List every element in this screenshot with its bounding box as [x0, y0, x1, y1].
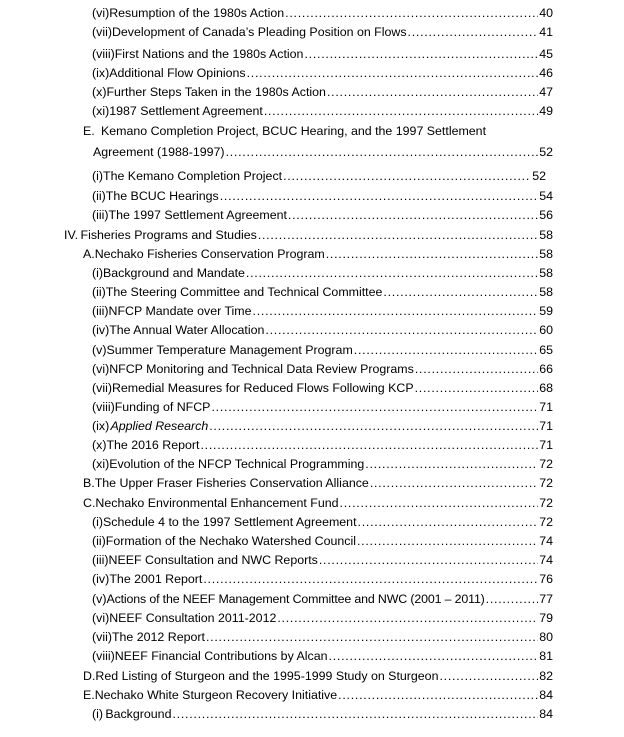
entry-page: 84 [539, 707, 553, 721]
entry-title: Background [105, 707, 172, 721]
entry-title: The Upper Fraser Fisheries Conservation Alliance [94, 476, 369, 490]
entry-title: Background and Mandate [103, 266, 245, 280]
entry-title: NEEF Financial Contributions by Alcan [114, 649, 328, 663]
entry-title: The Kemano Completion Project [103, 169, 283, 183]
entry-title: Actions of the NEEF Management Committee and NWC (2001 – 2011) [106, 592, 485, 606]
dot-leader [319, 551, 538, 570]
entry-page: 71 [539, 438, 553, 452]
toc-entry[interactable] [83, 494, 553, 513]
dot-leader [253, 302, 539, 321]
dot-leader [283, 167, 531, 186]
toc-entry[interactable] [83, 686, 553, 705]
entry-page: 59 [539, 304, 553, 318]
entry-number: D. [83, 669, 96, 683]
toc-entry[interactable] [92, 83, 553, 102]
dot-leader [439, 667, 538, 686]
dot-leader [226, 143, 539, 162]
dot-leader [264, 102, 538, 121]
entry-page: 41 [539, 25, 553, 39]
entry-title: Summer Temperature Management Program [106, 343, 353, 357]
dot-leader [206, 628, 538, 647]
entry-number: (i) [92, 515, 104, 529]
entry-title: The 2012 Report [111, 630, 205, 644]
dot-leader [338, 686, 538, 705]
toc-entry[interactable] [92, 532, 553, 551]
entry-page: 82 [539, 669, 553, 683]
dot-leader [211, 398, 538, 417]
dot-leader [354, 341, 538, 360]
entry-page: 72 [539, 496, 553, 510]
entry-page: 72 [539, 476, 553, 490]
entry-page: 79 [539, 611, 553, 625]
dot-leader [486, 590, 539, 609]
entry-title: Further Steps Taken in the 1980s Action [106, 85, 326, 99]
entry-number: (iv) [92, 572, 110, 586]
toc-entry[interactable] [92, 4, 553, 23]
dot-leader [370, 474, 538, 493]
entry-number: (i) [92, 169, 104, 183]
entry-page: 72 [539, 457, 553, 471]
entry-title: The 1997 Settlement Agreement [108, 208, 287, 222]
entry-page: 58 [539, 247, 553, 261]
entry-title: Applied Research [110, 419, 209, 433]
dot-leader [358, 513, 539, 532]
entry-title: Kemano Completion Project, BCUC Hearing, and the 1997 Settlement [101, 124, 487, 138]
dot-leader [340, 494, 539, 513]
entry-title: Resumption of the 1980s Action [109, 6, 285, 20]
entry-number: (vi) [92, 6, 110, 20]
entry-number: (ix) [92, 419, 110, 433]
dot-leader [209, 417, 538, 436]
entry-number: E. [83, 124, 95, 138]
toc-entry[interactable] [83, 667, 553, 686]
entry-number: E. [83, 688, 95, 702]
entry-page: 65 [539, 343, 553, 357]
toc-entry[interactable] [92, 283, 553, 302]
toc-entry[interactable] [92, 206, 553, 225]
entry-page: 77 [539, 592, 553, 606]
entry-page: 71 [539, 400, 553, 414]
dot-leader [200, 436, 538, 455]
entry-page: 74 [539, 553, 553, 567]
dot-leader [365, 455, 538, 474]
dot-leader [329, 647, 539, 666]
entry-number: (viii) [92, 47, 115, 61]
toc-entry[interactable] [92, 570, 553, 589]
toc-entry[interactable] [92, 628, 553, 647]
toc-entry-line1[interactable] [83, 122, 486, 141]
entry-page: 58 [539, 285, 553, 299]
entry-page: 58 [539, 266, 553, 280]
toc-entry[interactable] [83, 474, 553, 493]
toc-entry[interactable] [92, 360, 553, 379]
entry-title: Red Listing of Sturgeon and the 1995-1999 Study on Sturgeon [95, 669, 439, 683]
dot-leader [258, 226, 538, 245]
entry-number: (ix) [92, 66, 110, 80]
toc-entry[interactable] [92, 187, 553, 206]
entry-title: Nechako Environmental Enhancement Fund [95, 496, 339, 510]
dot-leader [172, 705, 538, 724]
entry-number: (x) [92, 438, 107, 452]
entry-title: Remedial Measures for Reduced Flows Following KCP [111, 381, 414, 395]
entry-number: (viii) [92, 649, 115, 663]
entry-number: (v) [92, 343, 107, 357]
dot-leader [246, 264, 538, 283]
entry-title: Development of Canada’s Pleading Position on Flows [111, 25, 407, 39]
entry-title: The 2001 Report [109, 572, 203, 586]
toc-entry[interactable] [92, 102, 553, 121]
toc-entry-line2[interactable] [93, 143, 553, 162]
entry-page: 66 [539, 362, 553, 376]
entry-title: The Steering Committee and Technical Committee [105, 285, 383, 299]
entry-page: 71 [539, 419, 553, 433]
entry-page: 72 [539, 515, 553, 529]
toc-entry[interactable] [92, 705, 553, 724]
entry-number: (v) [92, 592, 107, 606]
entry-page: 47 [539, 85, 553, 99]
toc-entry[interactable] [92, 609, 553, 628]
entry-page: 76 [539, 572, 553, 586]
entry-number: (x) [92, 85, 107, 99]
entry-title: First Nations and the 1980s Action [114, 47, 304, 61]
toc-entry[interactable] [92, 264, 553, 283]
entry-title: NFCP Mandate over Time [108, 304, 252, 318]
entry-title-continued: Agreement (1988-1997) [93, 145, 225, 159]
entry-page: 68 [539, 381, 553, 395]
entry-number: (iv) [92, 323, 110, 337]
entry-page: 52 [532, 169, 546, 183]
toc-entry[interactable] [92, 417, 553, 436]
toc-entry[interactable] [92, 455, 553, 474]
entry-page: 49 [539, 104, 553, 118]
toc-entry[interactable] [92, 64, 553, 83]
entry-page: 80 [539, 630, 553, 644]
entry-number: (xi) [92, 457, 110, 471]
entry-number: (ii) [92, 285, 106, 299]
toc-entry[interactable] [92, 647, 553, 666]
entry-number: (xi) [92, 104, 110, 118]
toc-entry[interactable] [92, 167, 546, 186]
toc-entry[interactable] [92, 379, 553, 398]
entry-title: The BCUC Hearings [105, 189, 219, 203]
entry-title: The 2016 Report [106, 438, 200, 452]
toc-entry[interactable] [83, 245, 553, 264]
entry-title: NEEF Consultation 2011-2012 [109, 611, 277, 625]
entry-number: C. [83, 496, 96, 510]
entry-title: Evolution of the NFCP Technical Programming [109, 457, 365, 471]
dot-leader [408, 23, 539, 42]
dot-leader [357, 532, 538, 551]
toc-entry[interactable] [92, 398, 553, 417]
dot-leader [220, 187, 539, 206]
dot-leader [203, 570, 538, 589]
toc-entry[interactable] [92, 23, 553, 42]
toc-entry[interactable] [92, 513, 553, 532]
dot-leader [265, 321, 538, 340]
dot-leader [326, 245, 538, 264]
entry-title: NEEF Consultation and NWC Reports [108, 553, 318, 567]
entry-page: 74 [539, 534, 553, 548]
entry-number: IV. [64, 228, 79, 242]
entry-number: (vi) [92, 611, 110, 625]
entry-page: 84 [539, 688, 553, 702]
entry-title: 1987 Settlement Agreement [109, 104, 263, 118]
entry-page: 40 [539, 6, 553, 20]
dot-leader [304, 45, 538, 64]
entry-number: (iii) [92, 208, 109, 222]
entry-page: 81 [539, 649, 553, 663]
entry-title: The Annual Water Allocation [109, 323, 265, 337]
toc-entry[interactable] [92, 321, 553, 340]
dot-leader [415, 360, 538, 379]
entry-title: Formation of the Nechako Watershed Council [105, 534, 356, 548]
entry-title: Additional Flow Opinions [109, 66, 246, 80]
dot-leader [415, 379, 539, 398]
entry-number: (vii) [92, 381, 112, 395]
entry-page: 60 [539, 323, 553, 337]
entry-number: (vii) [92, 25, 112, 39]
entry-title: Nechako White Sturgeon Recovery Initiative [94, 688, 338, 702]
entry-page: 45 [539, 47, 553, 61]
entry-number: (i) [92, 707, 104, 721]
entry-page: 46 [539, 66, 553, 80]
entry-number: B. [83, 476, 95, 490]
entry-number: (ii) [92, 534, 106, 548]
toc-entry[interactable] [92, 302, 553, 321]
entry-number: (vi) [92, 362, 110, 376]
entry-page: 58 [539, 228, 553, 242]
dot-leader [285, 4, 538, 23]
entry-number: (ii) [92, 189, 106, 203]
dot-leader [247, 64, 539, 83]
toc-entry[interactable] [92, 551, 553, 570]
entry-number: (viii) [92, 400, 115, 414]
entry-title: Schedule 4 to the 1997 Settlement Agreement [103, 515, 357, 529]
entry-number: (iii) [92, 304, 109, 318]
entry-page: 52 [539, 145, 553, 159]
toc-entry[interactable] [92, 436, 553, 455]
entry-page: 56 [539, 208, 553, 222]
entry-number: (iii) [92, 553, 109, 567]
toc-entry[interactable] [64, 226, 553, 245]
toc-entry[interactable] [92, 590, 553, 609]
dot-leader [288, 206, 538, 225]
dot-leader [383, 283, 538, 302]
entry-title: Fisheries Programs and Studies [80, 228, 257, 242]
toc-entry[interactable] [92, 45, 553, 64]
dot-leader [277, 609, 538, 628]
entry-page: 54 [539, 189, 553, 203]
toc-entry[interactable] [92, 341, 553, 360]
entry-title: Nechako Fisheries Conservation Program [94, 247, 325, 261]
entry-number: (i) [92, 266, 104, 280]
entry-number: A. [83, 247, 95, 261]
entry-number: (vii) [92, 630, 112, 644]
entry-title: NFCP Monitoring and Technical Data Review Programs [109, 362, 414, 376]
entry-title: Funding of NFCP [114, 400, 211, 414]
dot-leader [327, 83, 538, 102]
